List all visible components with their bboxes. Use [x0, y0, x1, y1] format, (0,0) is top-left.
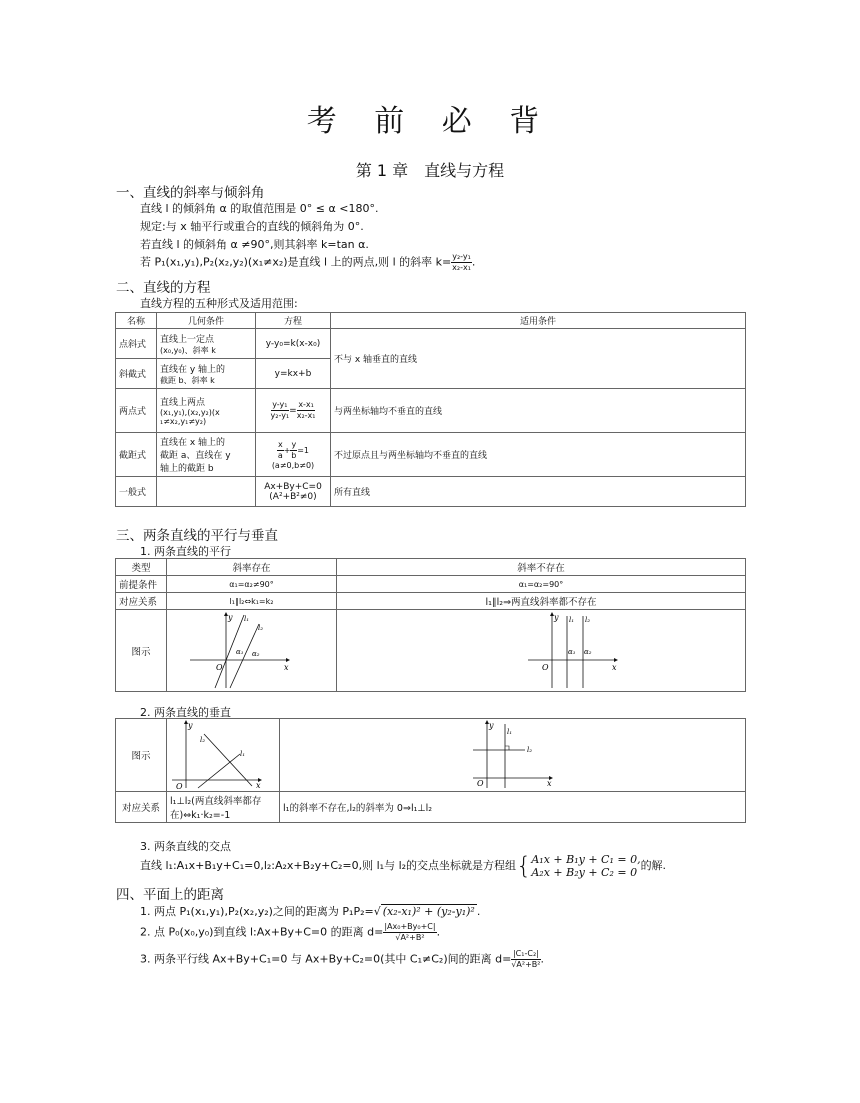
- figure-cell: [167, 719, 280, 792]
- row-equation: y-y₀=k(x-x₀): [256, 329, 331, 359]
- eq-den: a: [277, 450, 283, 460]
- table-header: 几何条件: [157, 313, 256, 329]
- slope-denominator: x₂-x₁: [452, 263, 471, 272]
- line-label: l₂: [200, 736, 206, 744]
- slope-post: .: [471, 255, 476, 269]
- cond-line: 直线上一定点: [160, 334, 215, 345]
- eq-fraction: [277, 440, 284, 461]
- angle-label: α₁: [236, 647, 244, 656]
- line-label: l₁: [240, 750, 246, 758]
- eq-den: x₂-x₁: [296, 411, 316, 420]
- parallel-no-slope-figure: [528, 612, 618, 690]
- cond-line: 截距 b、斜率 k: [160, 375, 215, 385]
- table-row: [116, 433, 746, 477]
- intersection-line: [140, 852, 666, 880]
- parallel-slope-figure: [190, 612, 290, 690]
- table-row: [116, 610, 746, 692]
- distance-3: [140, 949, 544, 970]
- sec1-line-3: 若直线 l 的倾斜角 α ≠90°,则其斜率 k=tan α.: [140, 238, 369, 251]
- relation-cell: l₁的斜率不存在,l₂的斜率为 0⇒l₁⊥l₂: [280, 792, 746, 823]
- distance-2-fraction: [383, 922, 436, 943]
- row-use: 不与 x 轴垂直的直线: [331, 329, 746, 389]
- perpendicular-slope-figure: [172, 720, 262, 790]
- y-axis-label: y: [554, 612, 559, 622]
- table-row: [116, 329, 746, 359]
- eq-num: y-y₁: [272, 400, 288, 409]
- figure-cell: [337, 610, 746, 692]
- distance-1: [140, 903, 480, 919]
- row-condition: [157, 359, 256, 389]
- cond-line: 轴上的截距 b: [160, 464, 214, 474]
- y-axis-label: y: [188, 721, 193, 730]
- table-header: 方程: [256, 313, 331, 329]
- table-header: 适用条件: [331, 313, 746, 329]
- brace: {: [516, 852, 532, 880]
- row-label: 图示: [116, 719, 167, 792]
- line-label: l₂: [527, 746, 533, 754]
- perpendicular-table: [115, 718, 746, 823]
- relation-line: l₁⊥l₂(两直线斜率都存: [170, 796, 262, 807]
- row-equation: [256, 477, 331, 507]
- relation-line: 在)⇔k₁·k₂=-1: [170, 810, 231, 821]
- y-axis-label: y: [228, 612, 233, 622]
- sec2-intro: 直线方程的五种形式及适用范围:: [140, 297, 298, 310]
- table-row: [116, 792, 746, 823]
- line-label: l₁: [507, 728, 513, 736]
- row-name: 一般式: [116, 477, 157, 507]
- origin-label: O: [176, 782, 183, 790]
- distance-2-numerator: |Ax₀+By₀+C|: [384, 922, 436, 931]
- section-3-heading: 三、两条直线的平行与垂直: [116, 528, 278, 544]
- cond-line: 直线上两点: [160, 398, 206, 408]
- table-row: [116, 593, 746, 610]
- x-axis-label: x: [256, 781, 261, 790]
- row-condition: [157, 389, 256, 433]
- row-label: 图示: [116, 610, 167, 692]
- distance-3-text: 3. 两条平行线 Ax+By+C₁=0 与 Ax+By+C₂=0(其中 C₁≠C₂)间的距离 d=: [140, 952, 512, 966]
- distance-2-text: 2. 点 P₀(x₀,y₀)到直线 l:Ax+By+C=0 的距离 d=: [140, 925, 384, 939]
- sec1-line-1: 直线 l 的倾斜角 α 的取值范围是 0° ≤ α <180°.: [140, 202, 379, 215]
- row-condition: [157, 433, 256, 477]
- distance-3-numerator: |C₁-C₂|: [512, 949, 539, 958]
- cond-line: 直线在 x 轴上的: [160, 438, 226, 448]
- row-use: 与两坐标轴均不垂直的直线: [331, 389, 746, 433]
- section-1-heading: 一、直线的斜率与倾斜角: [116, 185, 265, 201]
- eq-num: x: [278, 439, 283, 449]
- table-header: 斜率不存在: [337, 559, 746, 576]
- x-axis-label: x: [547, 779, 552, 788]
- x-axis-label: x: [284, 662, 289, 672]
- distance-1-post: .: [476, 905, 481, 918]
- line-label: l₂: [585, 615, 591, 624]
- origin-label: O: [542, 662, 549, 672]
- row-condition: [157, 329, 256, 359]
- slope-fraction: [451, 252, 472, 273]
- sec3-sub-2: 2. 两条直线的垂直: [140, 706, 231, 719]
- eq-sign: =: [289, 406, 297, 416]
- parallel-table: [115, 558, 746, 692]
- row-equation: [256, 389, 331, 433]
- table-row: [116, 389, 746, 433]
- system-eq-1: A₁x + B₁y + C₁ = 0,: [531, 853, 641, 866]
- cond-line: 截距 a、直线在 y: [160, 451, 231, 461]
- cond-line: 直线在 y 轴上的: [160, 364, 226, 375]
- angle-label: α₂: [252, 649, 260, 658]
- row-equation: [256, 433, 331, 477]
- row-name: 点斜式: [116, 329, 157, 359]
- distance-2-denominator: √A²+B²: [395, 933, 425, 942]
- row-use: 不过原点且与两坐标轴均不垂直的直线: [331, 433, 746, 477]
- row-label: 前提条件: [116, 576, 167, 593]
- eq-den: b: [291, 450, 297, 460]
- section-2-heading: 二、直线的方程: [116, 280, 211, 296]
- row-condition: [157, 477, 256, 507]
- row-name: 两点式: [116, 389, 157, 433]
- x-axis-label: x: [612, 662, 617, 672]
- line-label: l₁: [569, 615, 575, 624]
- line-label: l₂: [258, 623, 264, 632]
- row-cell: l₁∥l₂⇒两直线斜率都不存在: [337, 593, 746, 610]
- eq-sign: +: [283, 445, 291, 455]
- slope-numerator: y₂-y₁: [452, 252, 471, 261]
- row-label: 对应关系: [116, 792, 167, 823]
- line-label: l₁: [244, 614, 250, 623]
- eq-fraction: [271, 400, 290, 421]
- angle-label: α₂: [584, 647, 592, 656]
- figure-cell: [167, 610, 337, 692]
- eq-tail: =1: [297, 445, 309, 455]
- intersection-text: 直线 l₁:A₁x+B₁y+C₁=0,l₂:A₂x+B₂y+C₂=0,则 l₁与 l₂的交点坐标就是方程组: [140, 859, 517, 872]
- eq-num: x-x₁: [298, 400, 314, 409]
- row-equation: y=kx+b: [256, 359, 331, 389]
- row-name: 斜截式: [116, 359, 157, 389]
- distance-3-post: .: [540, 952, 545, 966]
- distance-2-post: .: [436, 925, 441, 939]
- perpendicular-no-slope-figure: [473, 720, 553, 790]
- row-label: 对应关系: [116, 593, 167, 610]
- eq-condition: (A²+B²≠0): [269, 491, 317, 502]
- sec1-line-4: [140, 252, 475, 273]
- y-axis-label: y: [489, 721, 494, 730]
- relation-cell: [167, 792, 280, 823]
- table-header: 名称: [116, 313, 157, 329]
- eq-fraction: [297, 400, 316, 421]
- table-row: [116, 576, 746, 593]
- sec3-sub-1: 1. 两条直线的平行: [140, 545, 231, 558]
- eq-condition: (a≠0,b≠0): [271, 460, 315, 470]
- table-header: 斜率存在: [167, 559, 337, 576]
- distance-3-fraction: [511, 949, 540, 970]
- table-header: 类型: [116, 559, 167, 576]
- origin-label: O: [216, 662, 223, 672]
- row-cell: l₁∥l₂⇔k₁=k₂: [167, 593, 337, 610]
- cond-line: ₁≠x₂,y₁≠y₂): [160, 417, 207, 426]
- figure-cell: [280, 719, 746, 792]
- intersection-post: 的解.: [640, 859, 667, 872]
- page-title: 考 前 必 背: [306, 104, 554, 139]
- distance-1-text: 1. 两点 P₁(x₁,y₁),P₂(x₂,y₂)之间的距离为 P₁P₂=√: [140, 905, 381, 918]
- equation-system: [531, 853, 640, 879]
- chapter-title: 第 1 章 直线与方程: [355, 161, 505, 180]
- row-use: 所有直线: [331, 477, 746, 507]
- distance-2: [140, 922, 440, 943]
- row-cell: α₁=α₂=90°: [337, 576, 746, 593]
- line-equation-table: [115, 312, 746, 507]
- eq-num: y: [291, 439, 297, 449]
- table-row: [116, 719, 746, 792]
- angle-label: α₁: [568, 647, 576, 656]
- sec3-sub-3: 3. 两条直线的交点: [140, 840, 231, 853]
- system-eq-2: A₂x + B₂y + C₂ = 0: [531, 866, 638, 879]
- eq-den: y₂-y₁: [270, 411, 290, 420]
- distance-1-radicand: (x₂-x₁)² + (y₂-y₁)²: [382, 905, 475, 918]
- cond-line: (x₁,y₁),(x₂,y₂)(x: [160, 408, 220, 417]
- section-4-heading: 四、平面上的距离: [116, 887, 224, 903]
- distance-3-denominator: √A²+B²: [511, 960, 541, 969]
- slope-text: 若 P₁(x₁,y₁),P₂(x₂,y₂)(x₁≠x₂)是直线 l 上的两点,则 l 的斜率 k=: [140, 255, 452, 269]
- sec1-line-2: 规定:与 x 轴平行或重合的直线的倾斜角为 0°.: [140, 220, 364, 233]
- row-name: 截距式: [116, 433, 157, 477]
- cond-line: (x₀,y₀)、斜率 k: [160, 345, 216, 355]
- eq-line: Ax+By+C=0: [264, 481, 322, 492]
- origin-label: O: [477, 779, 484, 788]
- row-cell: α₁=α₂≠90°: [167, 576, 337, 593]
- table-row: [116, 477, 746, 507]
